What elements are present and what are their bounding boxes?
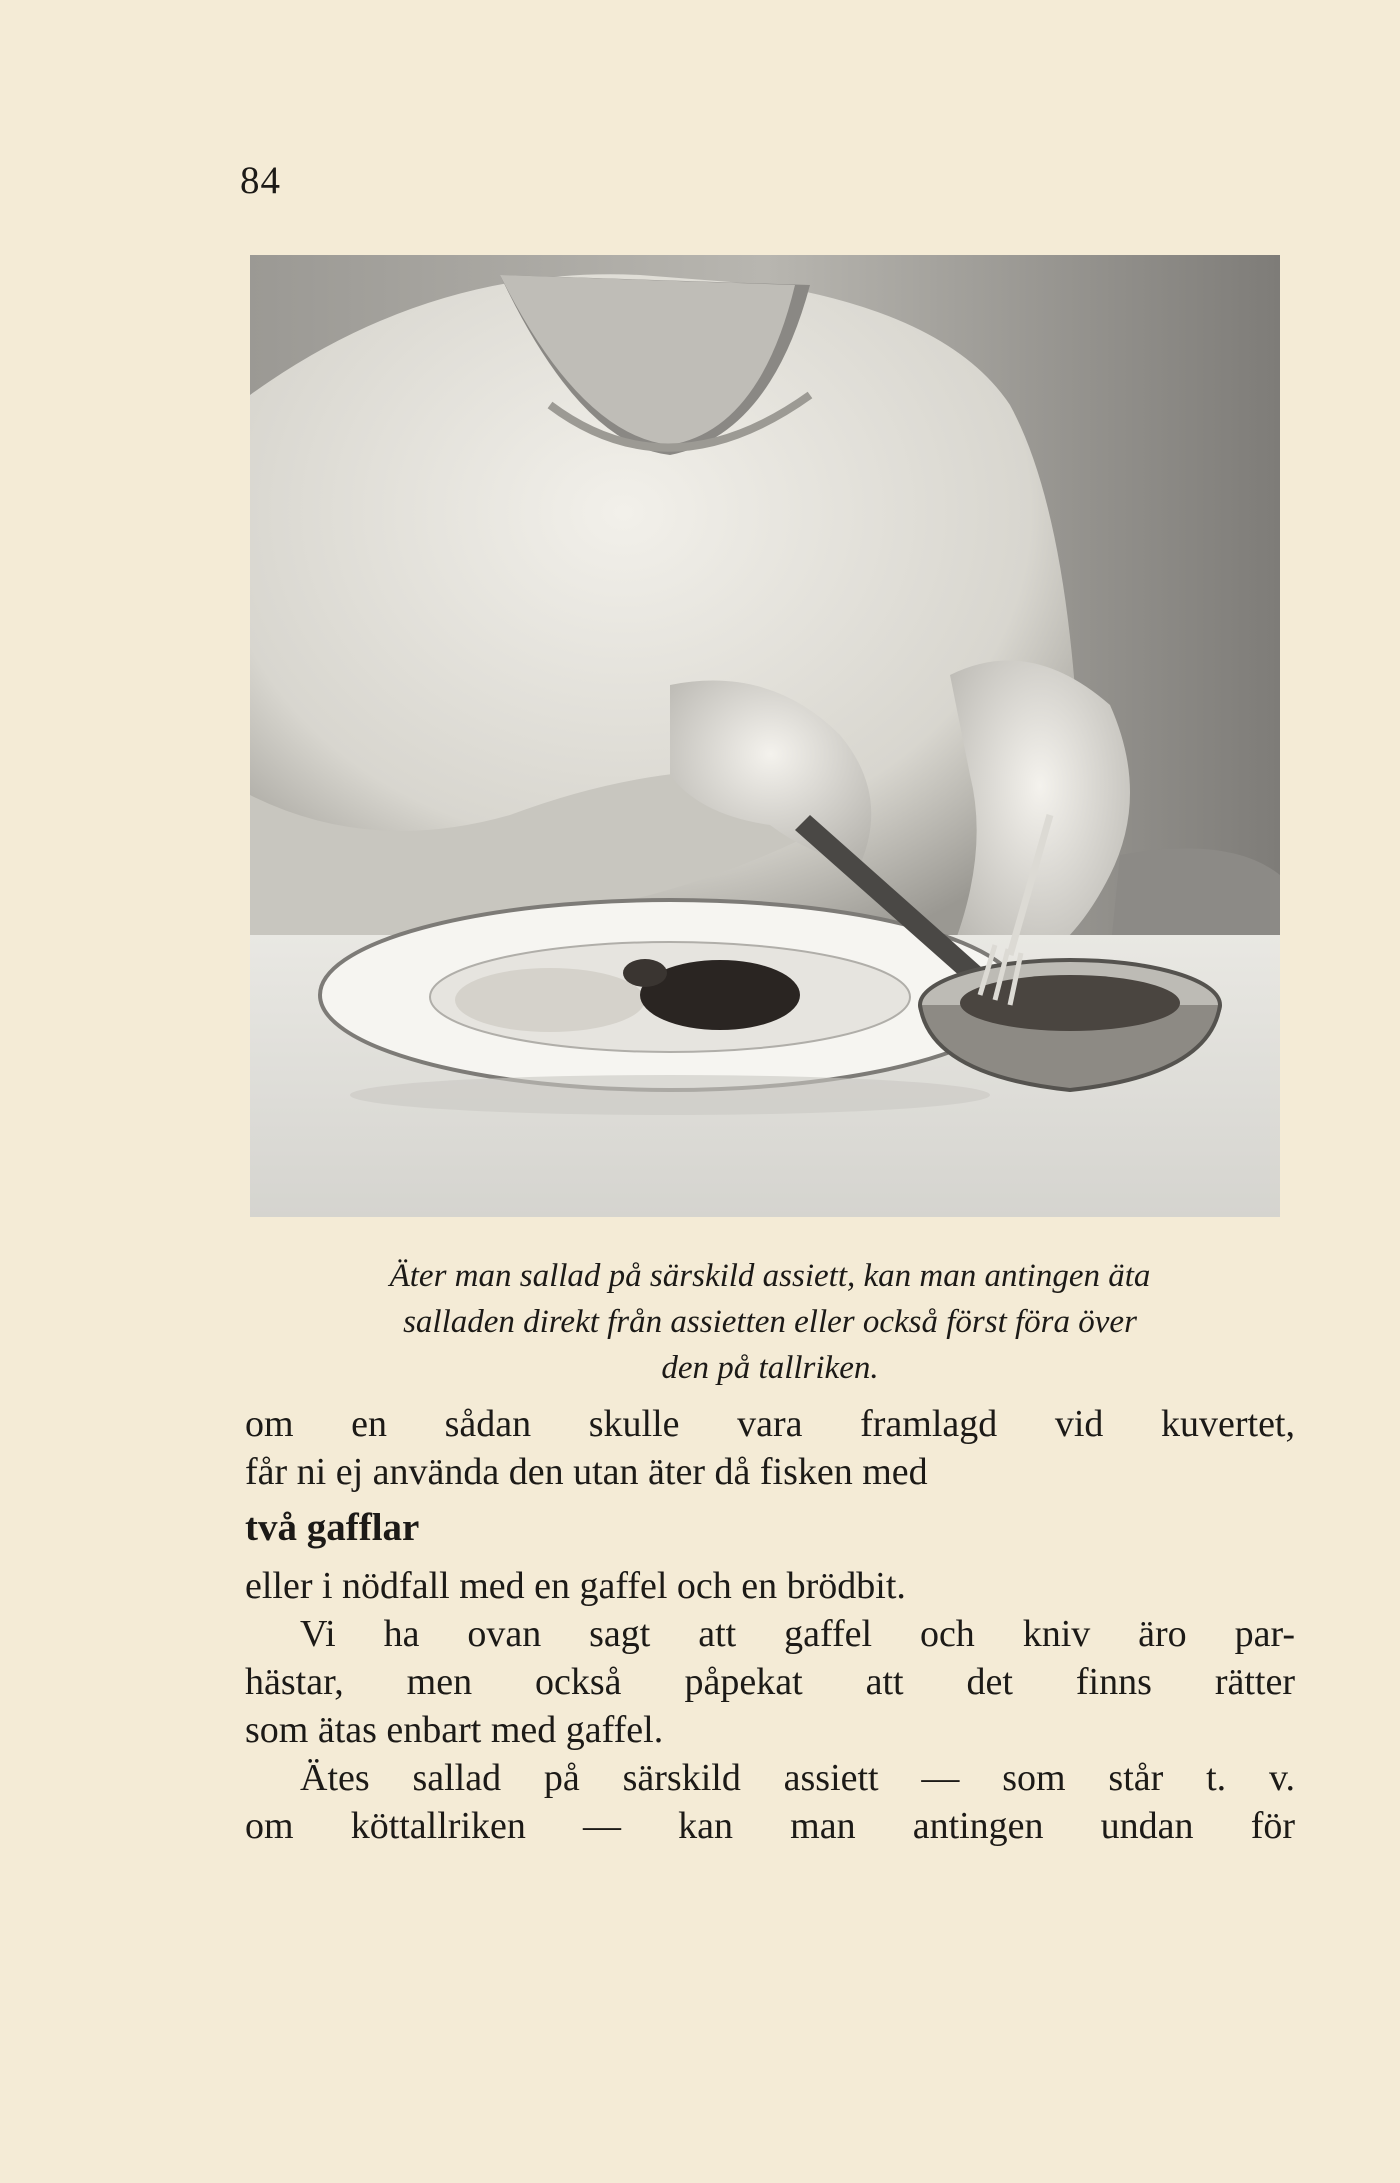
text-line: som ätas enbart med gaffel. (245, 1709, 664, 1751)
photo-person-eating-salad (250, 255, 1280, 1217)
body-text (245, 1400, 1295, 1850)
text-line: om en sådan skulle vara framlagd vid kuvertet, (245, 1403, 1295, 1445)
text-line: Vi ha ovan sagt att gaffel och kniv äro par- (300, 1613, 1295, 1655)
text-line: eller i nödfall med en gaffel och en brödbit. (245, 1565, 906, 1607)
page-number: 84 (240, 159, 281, 202)
section-heading: två gafflar (245, 1506, 420, 1549)
caption-line: den på tallriken. (661, 1350, 879, 1386)
caption-line: salladen direkt från assietten eller också först föra över (403, 1304, 1137, 1340)
caption-line: Äter man sallad på särskild assiett, kan man antingen äta (389, 1258, 1151, 1294)
text-line: hästar, men också påpekat att det finns rätter (245, 1661, 1295, 1703)
text-line: får ni ej använda den utan äter då fisken med (245, 1451, 928, 1493)
figure-caption (245, 1253, 1295, 1391)
text-line: om köttallriken — kan man antingen undan för (245, 1805, 1295, 1847)
text-line: Ätes sallad på särskild assiett — som står t. v. (300, 1757, 1295, 1799)
